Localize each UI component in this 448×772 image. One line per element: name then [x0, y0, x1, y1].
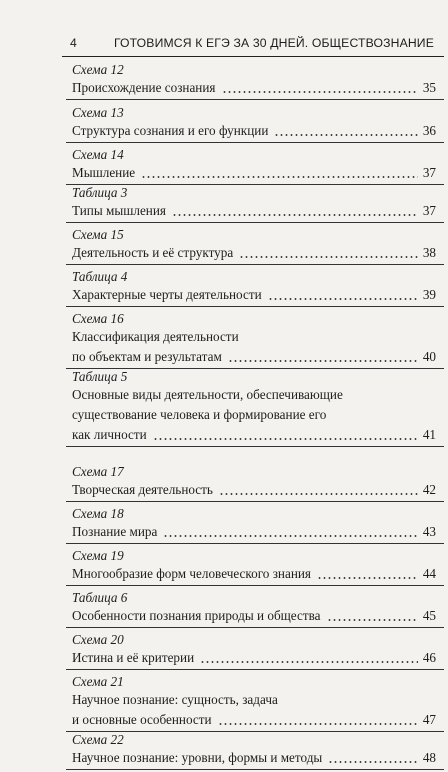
toc-entry [62, 632, 444, 672]
toc-entry-title-text: Особенности познания природы и общества [72, 608, 321, 623]
toc-page-number: 39 [422, 287, 436, 302]
toc-entry [62, 506, 444, 546]
dot-leader [219, 493, 418, 495]
toc-entry-title-line [72, 201, 168, 221]
toc-page-number: 47 [422, 712, 436, 727]
toc-entry-label: Схема 13 [72, 105, 124, 120]
toc-entry-title-line [72, 285, 264, 305]
toc-entry-label: Таблица 5 [72, 369, 128, 384]
toc-entry-label: Схема 19 [72, 548, 124, 563]
toc-entry-label: Схема 14 [72, 147, 124, 162]
toc-entry-title-line [72, 606, 323, 626]
toc-entry-title-text: Деятельность и её структура [72, 245, 234, 260]
toc-page-number: 41 [422, 427, 436, 442]
dot-leader [172, 214, 418, 216]
toc-entry-title-text: Истина и её критерии [72, 650, 195, 665]
toc-entry-title-line [72, 347, 224, 367]
entry-underline [66, 306, 444, 307]
page-number: 4 [70, 36, 77, 50]
dot-leader [218, 723, 418, 725]
toc-page-number: 37 [422, 203, 436, 218]
toc-entry-title-text: Творческая деятельность [72, 482, 213, 497]
toc-entry-label: Схема 17 [72, 464, 124, 479]
toc-entry-title-text: Основные виды деятельности, обеспечивающие [72, 387, 343, 402]
toc-entry-label: Схема 15 [72, 227, 124, 242]
dot-leader [239, 256, 418, 258]
toc-entry-title-text: Познание мира [72, 524, 158, 539]
dot-leader [200, 661, 418, 663]
toc-entry [62, 548, 444, 588]
toc-entry-title-line [72, 405, 328, 425]
entry-underline [66, 585, 444, 586]
toc-entry-title-line [72, 690, 280, 710]
toc-entry [62, 185, 444, 225]
dot-leader [327, 619, 418, 621]
dot-leader [317, 577, 418, 579]
toc-entry-title-text: и основные особенности [72, 712, 212, 727]
toc-page-number: 48 [422, 750, 436, 765]
entry-underline [66, 99, 444, 100]
toc-entry-title-line [72, 243, 235, 263]
toc-page-number: 37 [422, 165, 436, 180]
dot-leader [228, 360, 418, 362]
toc-entry-title-text: как личности [72, 427, 147, 442]
toc-entry [62, 369, 444, 449]
toc-entry-title-text: Научное познание: уровни, формы и методы [72, 750, 323, 765]
running-title: ГОТОВИМСЯ К ЕГЭ ЗА 30 ДНЕЙ. ОБЩЕСТВОЗНАНИЕ [113, 36, 434, 50]
toc-entry-label: Таблица 3 [72, 185, 128, 200]
toc-page-number: 40 [422, 349, 436, 364]
entry-underline [66, 769, 444, 770]
entry-underline [66, 543, 444, 544]
toc-entry-label: Схема 12 [72, 62, 124, 77]
toc-entry-title-line [72, 748, 324, 768]
toc-entry-title-text: Происхождение сознания [72, 80, 216, 95]
entry-underline [66, 627, 444, 628]
entry-underline [66, 501, 444, 502]
entry-underline [66, 222, 444, 223]
toc-entry-title-text: по объектам и результатам [72, 349, 222, 364]
toc-entry-title-text: Структура сознания и его функции [72, 123, 269, 138]
toc-entry [62, 311, 444, 371]
toc-page-number: 45 [422, 608, 436, 623]
dot-leader [328, 761, 418, 763]
toc-entry-title-text: Классификация деятельности [72, 329, 239, 344]
toc-page-number: 43 [422, 524, 436, 539]
toc-entry-label: Схема 16 [72, 311, 124, 326]
entry-underline [66, 142, 444, 143]
toc-entry [62, 590, 444, 630]
toc-entry-title-line [72, 522, 159, 542]
toc-entry-label: Таблица 4 [72, 269, 128, 284]
toc-entry [62, 147, 444, 187]
toc-page-number: 42 [422, 482, 436, 497]
entry-underline [66, 264, 444, 265]
dot-leader [163, 535, 418, 537]
toc-page-number: 44 [422, 566, 436, 581]
toc-entry-label: Схема 21 [72, 674, 124, 689]
toc-entry [62, 674, 444, 734]
toc-entry-title-line [72, 480, 215, 500]
toc-entry-title-text: Многообразие форм человеческого знания [72, 566, 311, 581]
toc-page-number: 38 [422, 245, 436, 260]
page-header [62, 34, 444, 57]
toc-page-number: 36 [422, 123, 436, 138]
toc-entry-title-line [72, 425, 149, 445]
entry-underline [66, 446, 444, 447]
toc-entry-title-text: существование человека и формирование его [72, 407, 327, 422]
dot-leader [274, 134, 418, 136]
toc-entry-title-text: Характерные черты деятельности [72, 287, 262, 302]
dot-leader [141, 176, 418, 178]
toc-entry [62, 105, 444, 145]
toc-entry-label: Таблица 6 [72, 590, 128, 605]
toc-entry [62, 62, 444, 102]
toc-entry-title-line [72, 385, 345, 405]
toc-entry-title-text: Типы мышления [72, 203, 166, 218]
toc-entry-title-line [72, 78, 218, 98]
toc-page-number: 35 [422, 80, 436, 95]
toc-entry-title-line [72, 648, 196, 668]
toc-entry-title-line [72, 564, 313, 584]
entry-underline [66, 669, 444, 670]
toc-entry-title-line [72, 163, 137, 183]
toc-entry-title-line [72, 710, 214, 730]
toc-page-number: 46 [422, 650, 436, 665]
toc-entry [62, 732, 444, 772]
toc-entry [62, 227, 444, 267]
toc-entry-title-line [72, 121, 270, 141]
toc-entry-label: Схема 22 [72, 732, 124, 747]
dot-leader [153, 438, 418, 440]
toc-entry [62, 269, 444, 309]
toc-entry-label: Схема 18 [72, 506, 124, 521]
toc-entry-title-text: Мышление [72, 165, 136, 180]
toc-entry [62, 464, 444, 504]
toc-entry-title-line [72, 327, 241, 347]
dot-leader [222, 91, 418, 93]
toc-entry-label: Схема 20 [72, 632, 124, 647]
dot-leader [268, 298, 418, 300]
toc-entry-title-text: Научное познание: сущность, задача [72, 692, 278, 707]
